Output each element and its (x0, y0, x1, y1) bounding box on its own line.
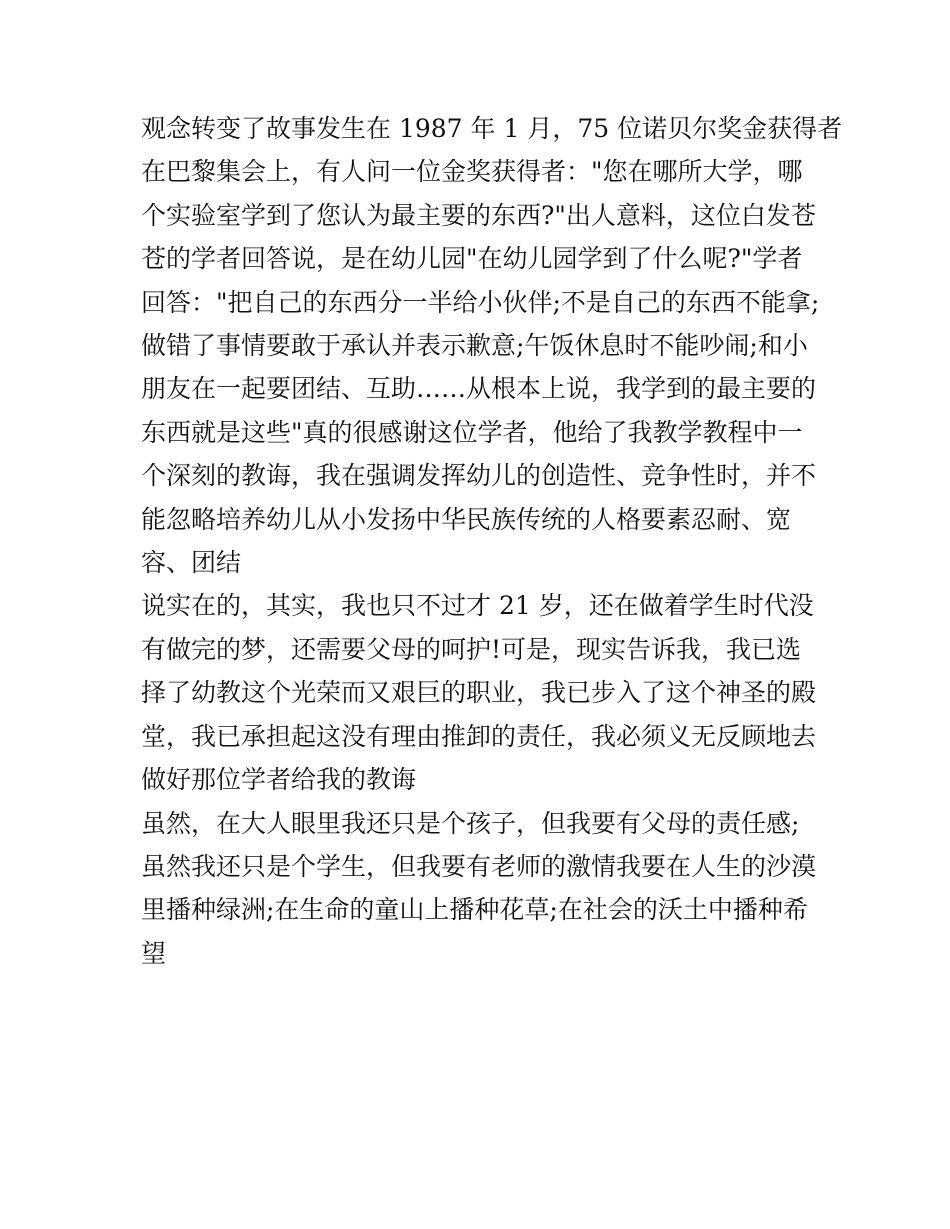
text-line: 东西就是这些"真的很感谢这位学者，他给了我教学教程中一 (141, 417, 803, 447)
text-line: 朋友在一起要团结、互助……从根本上说，我学到的最主要的 (141, 374, 817, 404)
text-line: 回答："把自己的东西分一半给小伙伴;不是自己的东西不能拿; (141, 287, 820, 317)
paragraph-age-21 (141, 584, 817, 801)
text-line: 说实在的，其实，我也只不过才 21 岁，还在做着学生时代没 (141, 591, 814, 621)
text-line: 做错了事情要敢于承认并表示歉意;午饭休息时不能吵闹;和小 (141, 331, 808, 361)
text-line: 堂，我已承担起这没有理由推卸的责任，我必须义无反顾地去 (141, 721, 817, 751)
text-line: 容、团结 (141, 548, 242, 578)
text-line: 虽然，在大人眼里我还只是个孩子，但我要有父母的责任感; (141, 808, 800, 838)
text-line: 望 (141, 938, 167, 968)
text-line: 个深刻的教诲，我在强调发挥幼儿的创造性、竞争性时，并不 (141, 461, 817, 491)
text-line: 能忽略培养幼儿从小发扬中华民族传统的人格要素忍耐、宽 (141, 504, 792, 534)
text-line: 做好那位学者给我的教诲 (141, 765, 417, 795)
text-line: 在巴黎集会上，有人问一位金奖获得者："您在哪所大学，哪 (141, 157, 803, 187)
text-line: 个实验室学到了您认为最主要的东西?"出人意料，这位白发苍 (141, 200, 816, 230)
text-line: 里播种绿洲;在生命的童山上播种花草;在社会的沃土中播种希 (141, 895, 808, 925)
paragraph-nobel-story (141, 107, 843, 584)
text-line: 择了幼教这个光荣而又艰巨的职业，我已步入了这个神圣的殿 (141, 678, 817, 708)
text-line: 有做完的梦，还需要父母的呵护!可是，现实告诉我，我已选 (141, 634, 802, 664)
paragraph-responsibility (141, 802, 817, 976)
text-line: 虽然我还只是个学生，但我要有老师的激情我要在人生的沙漠 (141, 851, 817, 881)
text-line: 观念转变了故事发生在 1987 年 1 月，75 位诺贝尔奖金获得者 (141, 114, 843, 143)
text-line: 苍的学者回答说，是在幼儿园"在幼儿园学到了什么呢?"学者 (141, 244, 803, 274)
document-body (141, 107, 843, 975)
